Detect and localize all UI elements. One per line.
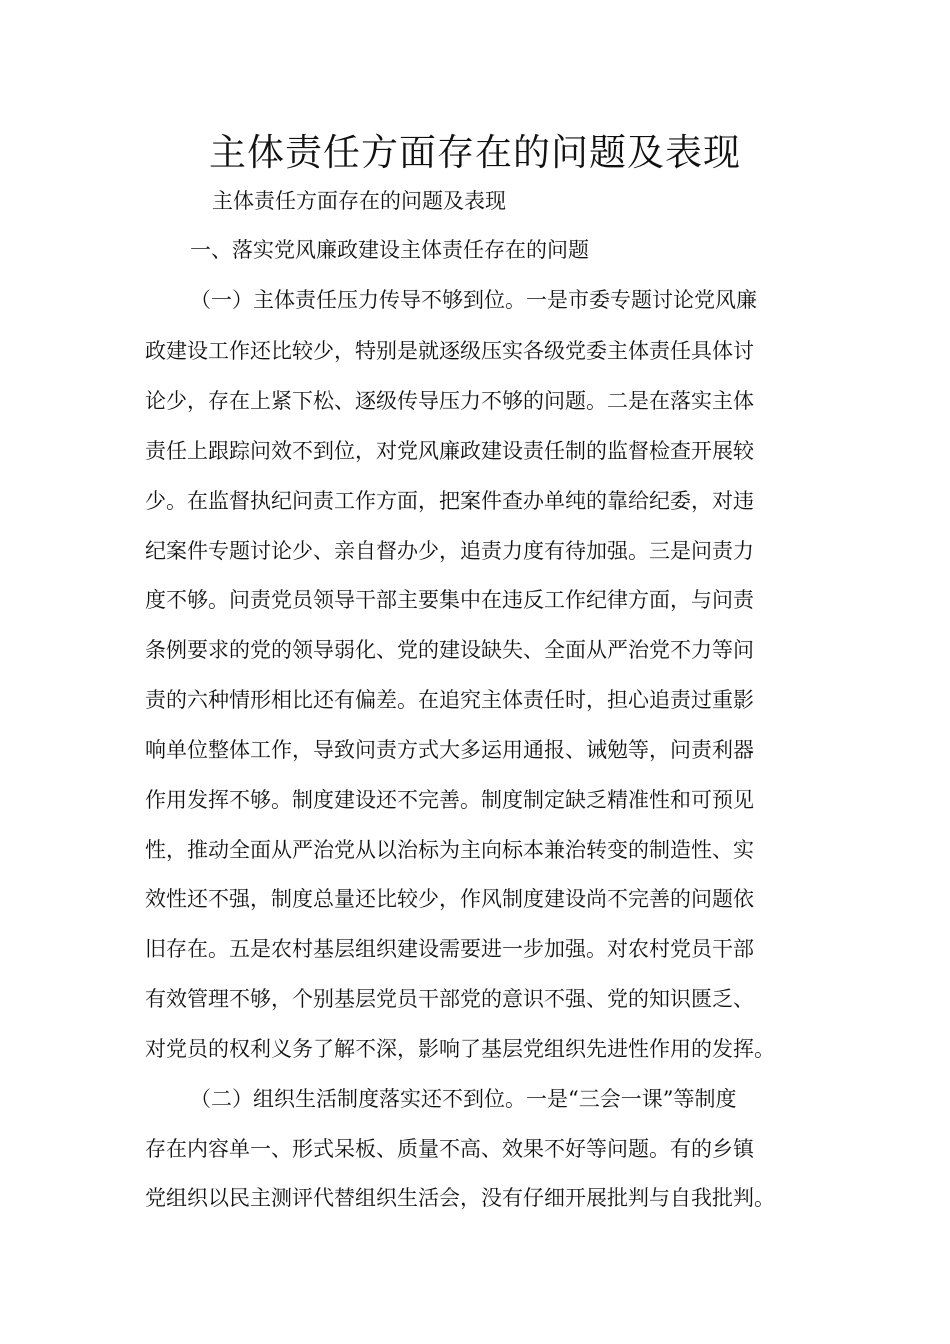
body-line: 纪案件专题讨论少、亲自督办少，追责力度有待加强。三是问责力	[145, 539, 754, 563]
body-line: 度不够。问责党员领导干部主要集中在违反工作纪律方面，与问责	[145, 588, 754, 612]
section-heading: 一、落实党风廉政建设主体责任存在的问题	[190, 238, 589, 262]
body-line: 对党员的权利义务了解不深，影响了基层党组织先进性作用的发挥。	[145, 1037, 775, 1061]
body-line: 少。在监督执纪问责工作方面，把案件查办单纯的靠给纪委，对违	[145, 489, 754, 513]
body-line: 作用发挥不够。制度建设还不完善。制度制定缺乏精准性和可预见	[145, 788, 754, 812]
body-line: 条例要求的党的领导弱化、党的建设缺失、全面从严治党不力等问	[145, 638, 754, 662]
body-line: 责任上跟踪问效不到位，对党风廉政建设责任制的监督检查开展较	[145, 439, 754, 463]
body-line: 存在内容单一、形式呆板、质量不高、效果不好等问题。有的乡镇	[145, 1137, 754, 1161]
body-line: 效性还不强，制度总量还比较少，作风制度建设尚不完善的问题依	[145, 887, 754, 911]
body-line: 政建设工作还比较少，特别是就逐级压实各级党委主体责任具体讨	[145, 339, 754, 363]
body-line: 旧存在。五是农村基层组织建设需要进一步加强。对农村党员干部	[145, 937, 754, 961]
document-subtitle: 主体责任方面存在的问题及表现	[212, 189, 506, 213]
body-line: 响单位整体工作，导致问责方式大多运用通报、诫勉等，问责利器	[145, 738, 754, 762]
body-line: 党组织以民主测评代替组织生活会，没有仔细开展批判与自我批判。	[145, 1186, 775, 1210]
body-line: （二）组织生活制度落实还不到位。一是“三会一课”等制度	[190, 1087, 737, 1111]
body-line: 责的六种情形相比还有偏差。在追究主体责任时，担心追责过重影	[145, 688, 754, 712]
document-title: 主体责任方面存在的问题及表现	[209, 131, 741, 174]
body-line: 有效管理不够，个别基层党员干部党的意识不强、党的知识匮乏、	[145, 987, 754, 1011]
body-line: （一）主体责任压力传导不够到位。一是市委专题讨论党风廉	[190, 288, 757, 312]
body-line: 性，推动全面从严治党从以治标为主向标本兼治转变的制造性、实	[145, 838, 754, 862]
body-line: 论少，存在上紧下松、逐级传导压力不够的问题。二是在落实主体	[145, 389, 754, 413]
